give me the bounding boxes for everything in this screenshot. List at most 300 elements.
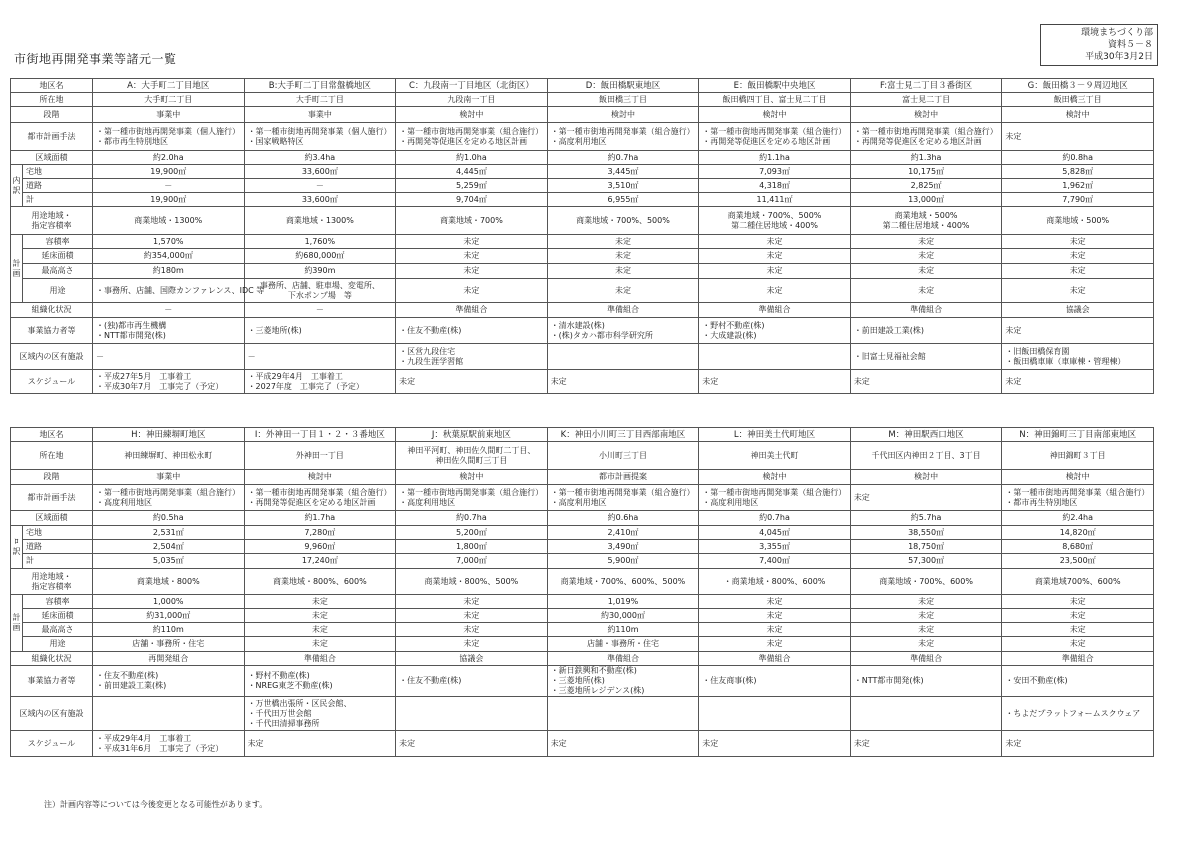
row-schedule [11, 731, 1154, 757]
row-label-floor-area: 延床面積 [23, 609, 93, 623]
cell-line: 商業地域・1300% [134, 215, 203, 225]
cell-line: ・区営九段住宅 [399, 346, 456, 356]
cell-line: 商業地域・700%、600%、500% [560, 576, 686, 586]
breakdown-group-label: 内訳 [11, 165, 23, 207]
cell-line: ・第一種市街地再開発事業（組合施行） [853, 126, 998, 136]
cell-line: ・住友不動産(株) [96, 671, 159, 680]
cell-floor-area: 未定 [396, 249, 548, 264]
cell-line: ・NREG東芝不動産(株) [247, 681, 333, 690]
cell-use [396, 279, 548, 303]
cell-area: 約2.0ha [93, 151, 245, 165]
row-height [11, 623, 1154, 637]
row-label-name: 地区名 [11, 79, 93, 93]
cell-line: ・高度利用地区 [702, 497, 759, 507]
cell-height: 約180m [93, 264, 245, 279]
cell-floor-area: 未定 [244, 609, 396, 623]
row-facilities [11, 697, 1154, 731]
cell-organization: 準備組合 [850, 303, 1002, 318]
row-label-area: 区域面積 [11, 511, 93, 526]
cell-line: 富士見二丁目 [902, 94, 951, 104]
cell-housing: 4,445㎡ [396, 165, 548, 179]
cell-line: 未定 [766, 639, 783, 648]
cell-far: 1,019% [547, 595, 699, 609]
row-label-line: 指定容積率 [31, 220, 72, 230]
cell-schedule [850, 370, 1002, 394]
cell-line: ・住友不動産(株) [399, 676, 462, 685]
row-area [11, 511, 1154, 526]
cell-line: 未定 [1005, 325, 1022, 335]
row-label-height: 最高高さ [23, 623, 93, 637]
cell-far: 未定 [244, 595, 396, 609]
cell-method [93, 123, 245, 151]
row-area [11, 151, 1154, 165]
cell-use [850, 279, 1002, 303]
cell-line: 未定 [918, 639, 935, 648]
cell-use [244, 637, 396, 652]
cell-line: ・飯田橋車庫（車庫棟・管理棟） [1005, 356, 1126, 366]
cell-height: 未定 [1002, 264, 1154, 279]
row-schedule [11, 370, 1154, 394]
cell-stage: 検討中 [699, 107, 851, 123]
cell-floor-area: 未定 [699, 249, 851, 264]
cell-line: 未定 [918, 285, 935, 295]
cell-name: M：神田駅西口地区 [850, 428, 1002, 442]
cell-facilities [850, 697, 1002, 731]
cell-housing: 19,900㎡ [93, 165, 245, 179]
cell-method [244, 123, 396, 151]
cell-line: 神田平河町、神田佐久間町二丁目、 [407, 445, 536, 455]
cell-height: 未定 [699, 264, 851, 279]
cell-zoning [93, 207, 245, 235]
cell-method [1002, 485, 1154, 511]
row-label-road: 道路 [23, 179, 93, 193]
cell-line: 未定 [550, 738, 567, 748]
cell-far: 未定 [850, 235, 1002, 249]
cell-line: ・住友商事(株) [702, 676, 757, 685]
cell-area: 約0.7ha [547, 151, 699, 165]
cell-line: ・三菱地所(株) [247, 325, 302, 335]
row-stage [11, 107, 1154, 123]
cell-use [1002, 637, 1154, 652]
row-zoning [11, 569, 1154, 595]
row-label-zoning [11, 207, 93, 235]
cell-far: 1,760% [244, 235, 396, 249]
cell-schedule [850, 731, 1002, 757]
cell-method [850, 485, 1002, 511]
cell-total: 17,240㎡ [244, 554, 396, 569]
row-method [11, 123, 1154, 151]
footnote: 注）計画内容等については今後変更となる可能性があります。 [44, 800, 268, 809]
cell-line: ・第一種市街地再開発事業（組合施行） [702, 487, 847, 497]
cell-line: 大手町二丁目 [295, 94, 344, 104]
cell-housing: 4,045㎡ [699, 526, 851, 540]
cell-zoning [93, 569, 245, 595]
cell-location [396, 93, 548, 107]
cell-method [1002, 123, 1154, 151]
cell-name: E：飯田橋駅中央地区 [699, 79, 851, 93]
cell-location [93, 442, 245, 470]
cell-line: ・大成建設(株) [702, 330, 757, 340]
cell-area: 約1.7ha [244, 511, 396, 526]
cell-location [850, 93, 1002, 107]
cell-zoning [1002, 207, 1154, 235]
cell-use [547, 279, 699, 303]
cell-name: K：神田小川町三丁目西部南地区 [547, 428, 699, 442]
cell-location [244, 93, 396, 107]
cell-floor-area: 未定 [699, 609, 851, 623]
cell-housing: 33,600㎡ [244, 165, 396, 179]
cell-line: 未定 [1069, 285, 1086, 295]
cell-method [547, 485, 699, 511]
row-method [11, 485, 1154, 511]
cell-line: ・千代田清掃事務所 [247, 718, 320, 728]
row-total [11, 193, 1154, 207]
row-label-location: 所在地 [11, 442, 93, 470]
row-label-floor-area: 延床面積 [23, 249, 93, 264]
cell-name: I：外神田一丁目１・２・３番地区 [244, 428, 396, 442]
cell-total: 19,900㎡ [93, 193, 245, 207]
cell-line: ・国家戦略特区 [247, 136, 304, 146]
cell-name: N：神田錦町三丁目南部東地区 [1002, 428, 1154, 442]
cell-floor-area: 約680,000㎡ [244, 249, 396, 264]
cell-line: 未定 [1069, 639, 1086, 648]
cell-partners [244, 666, 396, 697]
row-label-organization: 組織化状況 [11, 652, 93, 666]
row-label-housing: 宅地 [23, 526, 93, 540]
cell-schedule [244, 731, 396, 757]
cell-line: ・千代田万世会館 [247, 708, 312, 718]
cell-line: 商業地域700%、600% [1034, 576, 1121, 586]
cell-location [699, 442, 851, 470]
cell-organization: － [93, 303, 245, 318]
cell-line: 未定 [1005, 738, 1022, 748]
cell-schedule [547, 731, 699, 757]
cell-line: ・第一種市街地再開発事業（組合施行） [550, 487, 695, 497]
cell-height: 約110m [547, 623, 699, 637]
cell-line: ・再開発等促進区を定める地区計画 [853, 136, 982, 146]
cell-schedule [699, 370, 851, 394]
cell-line: ・清水建設(株) [550, 320, 605, 330]
cell-line: 商業地域・700% [439, 215, 503, 225]
row-height [11, 264, 1154, 279]
cell-line: 大手町二丁目 [144, 94, 193, 104]
cell-zoning [850, 569, 1002, 595]
cell-use [244, 279, 396, 303]
cell-line: 未定 [311, 639, 328, 648]
cell-line: ・高度利用地区 [399, 497, 456, 507]
row-location [11, 93, 1154, 107]
cell-area: 約5.7ha [850, 511, 1002, 526]
cell-line: 九段南一丁目 [447, 94, 496, 104]
cell-use [93, 637, 245, 652]
cell-height: 約110m [93, 623, 245, 637]
cell-use [396, 637, 548, 652]
cell-line: 下水ポンプ場 等 [287, 290, 352, 300]
cell-method [699, 485, 851, 511]
cell-line: 飯田橋三丁目 [1053, 94, 1102, 104]
cell-facilities [396, 344, 548, 370]
cell-area: 約0.8ha [1002, 151, 1154, 165]
cell-housing: 3,445㎡ [547, 165, 699, 179]
row-label-housing: 宅地 [23, 165, 93, 179]
cell-road: 2,825㎡ [850, 179, 1002, 193]
cell-line: 未定 [853, 492, 870, 502]
cell-floor-area: 未定 [850, 249, 1002, 264]
cell-total: 13,000㎡ [850, 193, 1002, 207]
cell-line: ・第一種市街地再開発事業（組合施行） [1005, 487, 1150, 497]
cell-line: ・商業地域・800%、600% [723, 576, 826, 586]
row-label-total: 計 [23, 193, 93, 207]
cell-line: ・安田不動産(株) [1005, 676, 1068, 685]
row-label-method: 都市計画手法 [11, 485, 93, 511]
cell-name: C：九段南一丁目地区（北街区） [396, 79, 548, 93]
cell-housing: 7,093㎡ [699, 165, 851, 179]
cell-location [1002, 442, 1154, 470]
cell-housing: 38,550㎡ [850, 526, 1002, 540]
cell-far: 未定 [547, 235, 699, 249]
row-road [11, 179, 1154, 193]
cell-line: 未定 [702, 738, 719, 748]
cell-housing: 5,200㎡ [396, 526, 548, 540]
row-use [11, 637, 1154, 652]
cell-height: 未定 [850, 623, 1002, 637]
row-label-stage: 段階 [11, 107, 93, 123]
row-label-schedule: スケジュール [11, 370, 93, 394]
cell-schedule [547, 370, 699, 394]
cell-line: 事務所、店舗、駐車場、変電所、 [259, 280, 380, 290]
cell-method [850, 123, 1002, 151]
cell-organization: 再開発組合 [93, 652, 245, 666]
cell-use [699, 279, 851, 303]
cell-road: 5,259㎡ [396, 179, 548, 193]
cell-line: ・野村不動産(株) [702, 320, 765, 330]
cell-housing: 14,820㎡ [1002, 526, 1154, 540]
cell-line: 未定 [766, 285, 783, 295]
row-label-far: 容積率 [23, 235, 93, 249]
cell-stage: 検討中 [244, 470, 396, 485]
cell-line: ・高度利用地区 [96, 497, 152, 507]
cell-zoning [699, 569, 851, 595]
cell-partners [396, 318, 548, 344]
cell-line: ・第一種市街地再開発事業（個人施行） [247, 126, 392, 136]
cell-name: L：神田美土代町地区 [699, 428, 851, 442]
row-far [11, 595, 1154, 609]
cell-line: ・野村不動産(株) [247, 671, 310, 680]
cell-floor-area: 約31,000㎡ [93, 609, 245, 623]
cell-line: 商業地域・800% [136, 576, 200, 586]
cell-organization: 準備組合 [547, 303, 699, 318]
cell-line: 店舗・事務所・住宅 [586, 639, 659, 648]
cell-name: D：飯田橋駅東地区 [547, 79, 699, 93]
cell-location [93, 93, 245, 107]
cell-line: ・NTT都市開発(株) [853, 676, 924, 685]
cell-road: 1,962㎡ [1002, 179, 1154, 193]
cell-far: 未定 [396, 235, 548, 249]
cell-road: 4,318㎡ [699, 179, 851, 193]
cell-partners [699, 666, 851, 697]
cell-line: 未定 [702, 376, 719, 386]
cell-name: A：大手町二丁目地区 [93, 79, 245, 93]
row-road [11, 540, 1154, 554]
cell-line: ・平成31年6月 工事完了（予定） [96, 743, 224, 753]
row-label-road: 道路 [23, 540, 93, 554]
cell-housing: 2,410㎡ [547, 526, 699, 540]
row-name [11, 79, 1154, 93]
cell-organization: 準備組合 [699, 652, 851, 666]
cell-road: － [244, 179, 396, 193]
cell-zoning [244, 207, 396, 235]
row-label-zoning [11, 569, 93, 595]
cell-line: ・平成29年4月 工事着工 [247, 371, 343, 381]
cell-total: 7,000㎡ [396, 554, 548, 569]
cell-name: B:大手町二丁目常盤橋地区 [244, 79, 396, 93]
cell-facilities [699, 697, 851, 731]
cell-line: ・万世橋出張所・区民会館、 [247, 698, 352, 708]
row-label-use: 用途 [23, 279, 93, 303]
cell-line: 商業地域・700%、600% [879, 576, 973, 586]
cell-road: 3,355㎡ [699, 540, 851, 554]
cell-total: 5,035㎡ [93, 554, 245, 569]
cell-partners [850, 318, 1002, 344]
cell-method [93, 485, 245, 511]
cell-line: － [247, 351, 256, 361]
cell-schedule [396, 370, 548, 394]
cell-method [396, 485, 548, 511]
cell-facilities [396, 697, 548, 731]
cell-far: 未定 [850, 595, 1002, 609]
cell-partners [93, 666, 245, 697]
cell-location [547, 442, 699, 470]
cell-line: ・都市再生特別地区 [1005, 497, 1078, 507]
cell-line: ・平成30年7月 工事完了（予定） [96, 381, 224, 391]
cell-floor-area: 約30,000㎡ [547, 609, 699, 623]
cell-stage: 検討中 [396, 470, 548, 485]
row-zoning [11, 207, 1154, 235]
cell-line: 商業地域・1300% [285, 215, 354, 225]
cell-stage: 検討中 [1002, 107, 1154, 123]
row-label-schedule: スケジュール [11, 731, 93, 757]
cell-facilities [850, 344, 1002, 370]
cell-line: ・第一種市街地再開発事業（組合施行） [96, 487, 240, 497]
cell-organization: 準備組合 [1002, 652, 1154, 666]
cell-total: 57,300㎡ [850, 554, 1002, 569]
row-use [11, 279, 1154, 303]
cell-use [699, 637, 851, 652]
cell-line: ・三菱地所(株) [550, 676, 605, 685]
cell-line: ・前田建設工業(株) [96, 681, 167, 690]
cell-stage: 検討中 [850, 107, 1002, 123]
cell-height: 未定 [1002, 623, 1154, 637]
row-label-stage: 段階 [11, 470, 93, 485]
row-organization [11, 303, 1154, 318]
cell-stage: 事業中 [93, 470, 245, 485]
row-housing [11, 165, 1154, 179]
cell-height: 未定 [244, 623, 396, 637]
cell-line: 千代田区内神田２丁目、3丁目 [871, 450, 981, 460]
row-label-line: 用途地域・ [31, 210, 72, 220]
cell-line: 商業地域・500% [1046, 215, 1110, 225]
cell-line: 未定 [614, 285, 631, 295]
cell-line: 店舗・事務所・住宅 [132, 639, 205, 648]
cell-use [93, 279, 265, 303]
cell-line: 第二種住居地域・400% [882, 220, 970, 230]
cell-method [547, 123, 699, 151]
row-organization [11, 652, 1154, 666]
cell-line: ・(株)タカハ都市科学研究所 [550, 330, 653, 340]
row-partners [11, 666, 1154, 697]
cell-name: F:富士見二丁目３番街区 [850, 79, 1002, 93]
cell-line: 未定 [550, 376, 567, 386]
cell-line: 未定 [463, 639, 480, 648]
cell-housing: 2,531㎡ [93, 526, 245, 540]
cell-location [547, 93, 699, 107]
cell-line: 神田佐久間町三丁目 [435, 455, 508, 465]
cell-facilities [699, 344, 851, 370]
cell-line: ・高度利用地区 [550, 497, 607, 507]
cell-line: ・再開発等促進区を定める地区計画 [247, 497, 376, 507]
cell-facilities [1002, 697, 1154, 731]
cell-location [396, 442, 548, 470]
row-far [11, 235, 1154, 249]
cell-line: ・(独)都市再生機構 [96, 320, 167, 330]
cell-road: 1,800㎡ [396, 540, 548, 554]
cell-floor-area: 未定 [547, 249, 699, 264]
cell-line: 外神田一丁目 [295, 450, 344, 460]
cell-zoning [396, 207, 548, 235]
cell-road: 3,490㎡ [547, 540, 699, 554]
plan-group-label: 計画 [11, 235, 23, 303]
cell-use [1002, 279, 1154, 303]
cell-line: 飯田橋四丁目、富士見二丁目 [722, 94, 827, 104]
cell-name: G：飯田橋３－９周辺地区 [1002, 79, 1154, 93]
cell-organization: 準備組合 [396, 303, 548, 318]
cell-line: 未定 [1005, 131, 1022, 141]
cell-area: 約0.5ha [93, 511, 245, 526]
cell-housing: 10,175㎡ [850, 165, 1002, 179]
cell-line: 未定 [399, 376, 416, 386]
row-label-facilities: 区域内の区有施設 [11, 344, 93, 370]
row-label-name: 地区名 [11, 428, 93, 442]
cell-line: ・第一種市街地再開発事業（組合施行） [247, 487, 392, 497]
cell-line: ・旧富士見福祉会館 [853, 351, 926, 361]
cell-stage: 都市計画提案 [547, 470, 699, 485]
cell-partners [547, 666, 699, 697]
cell-far: 1,570% [93, 235, 245, 249]
cell-location [850, 442, 1002, 470]
cell-facilities [93, 344, 245, 370]
row-label-line: 用途地域・ [31, 571, 72, 581]
cell-height: 未定 [699, 623, 851, 637]
row-label-total: 計 [23, 554, 93, 569]
cell-facilities [547, 344, 699, 370]
cell-method [699, 123, 851, 151]
cell-line: 神田練塀町、神田松永町 [124, 450, 213, 460]
cell-line: 商業地域・800%、600% [272, 576, 367, 586]
cell-total: 9,704㎡ [396, 193, 548, 207]
cell-line: ・都市再生特別地区 [96, 136, 168, 146]
row-label-method: 都市計画手法 [11, 123, 93, 151]
cell-height: 未定 [396, 264, 548, 279]
cell-organization: 協議会 [396, 652, 548, 666]
cell-housing: 5,828㎡ [1002, 165, 1154, 179]
cell-partners [850, 666, 1002, 697]
cell-schedule [93, 370, 245, 394]
cell-organization: 準備組合 [244, 652, 396, 666]
cell-total: 33,600㎡ [244, 193, 396, 207]
cell-height: 未定 [547, 264, 699, 279]
cell-total: 23,500㎡ [1002, 554, 1154, 569]
cell-partners [547, 318, 699, 344]
